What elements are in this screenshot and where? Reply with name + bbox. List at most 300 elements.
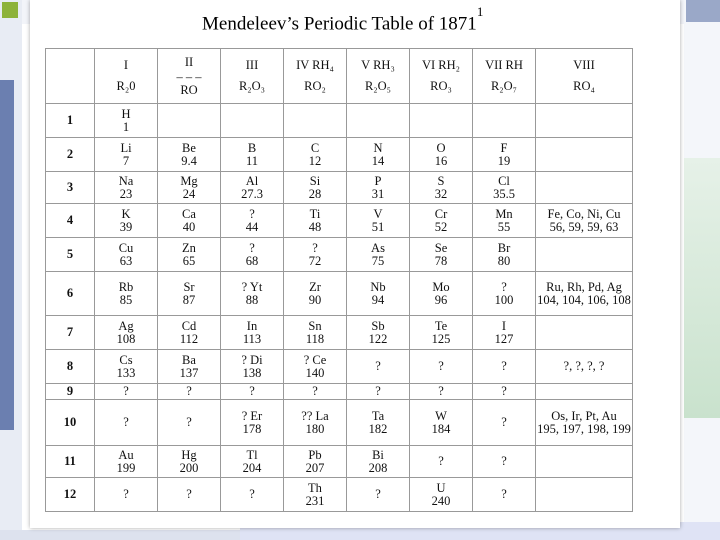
element-symbol: Ti <box>309 206 321 221</box>
group-header-6 <box>410 49 473 104</box>
element-symbol: ? <box>501 384 507 398</box>
atomic-weight: 56, 59, 59, 63 <box>549 219 619 234</box>
element-cell <box>473 138 536 172</box>
element-symbol: ? <box>186 487 192 501</box>
element-symbol: ? <box>249 206 255 221</box>
element-cell <box>473 272 536 316</box>
element-cell <box>284 350 347 384</box>
group-header-4 <box>284 49 347 104</box>
element-symbol: Cd <box>181 318 197 333</box>
element-cell <box>536 478 633 512</box>
element-symbol: Cl <box>498 173 510 188</box>
atomic-weight: 94 <box>371 292 385 307</box>
atomic-weight: 12 <box>308 153 322 168</box>
element-symbol: Na <box>118 173 134 188</box>
slide-bottom-left-band <box>0 530 240 540</box>
atomic-weight: 113 <box>242 331 262 346</box>
group-oxide-formula: RO₃ <box>430 79 452 93</box>
atomic-weight: 112 <box>179 331 199 346</box>
element-symbol: B <box>247 140 257 155</box>
slide-left-bar <box>0 80 14 430</box>
element-symbol: Tl <box>246 447 258 462</box>
atomic-weight: 9.4 <box>181 153 197 168</box>
element-cell <box>284 400 347 446</box>
element-cell <box>410 172 473 204</box>
element-cell <box>347 316 410 350</box>
group-oxide-formula: RO₂ <box>304 79 326 93</box>
element-cell <box>473 172 536 204</box>
element-cell <box>410 104 473 138</box>
element-symbol: V <box>373 206 383 221</box>
element-cell <box>473 446 536 478</box>
element-cell <box>347 400 410 446</box>
element-cell <box>158 478 221 512</box>
atomic-weight: 27.3 <box>241 186 263 201</box>
group-name: VII RH <box>485 58 523 72</box>
element-symbol: ? Yt <box>241 279 263 294</box>
element-cell <box>473 204 536 238</box>
element-cell <box>221 350 284 384</box>
table-row <box>46 272 633 316</box>
element-symbol: P <box>374 173 382 188</box>
atomic-weight: 35.5 <box>493 186 515 201</box>
row-number: 12 <box>46 478 95 512</box>
atomic-weight: 178 <box>242 421 262 436</box>
atomic-weight: 180 <box>305 421 325 436</box>
element-symbol: In <box>246 318 258 333</box>
atomic-weight: 122 <box>368 331 388 346</box>
element-cell <box>536 204 633 238</box>
title-footnote: 1 <box>476 4 484 19</box>
element-cell <box>158 104 221 138</box>
element-symbol: ? <box>501 454 507 468</box>
element-cell <box>347 104 410 138</box>
element-cell <box>410 400 473 446</box>
element-symbol: F <box>500 140 508 155</box>
element-cell <box>284 384 347 400</box>
atomic-weight: 65 <box>182 253 196 268</box>
group-oxide-formula: RO <box>180 82 198 97</box>
element-symbol: ? <box>312 240 318 255</box>
atomic-weight: 40 <box>182 219 196 234</box>
atomic-weight: 184 <box>431 421 451 436</box>
element-cell <box>95 238 158 272</box>
element-cell <box>158 238 221 272</box>
element-cell <box>158 272 221 316</box>
element-cell <box>347 172 410 204</box>
element-symbol: Th <box>308 480 322 495</box>
element-symbol: Rb <box>118 279 134 294</box>
element-cell <box>221 384 284 400</box>
element-cell <box>95 104 158 138</box>
group-name: IV RH₄ <box>296 58 334 72</box>
atomic-weight: 207 <box>305 460 325 475</box>
element-cell <box>158 316 221 350</box>
element-symbol: Sr <box>183 279 195 294</box>
row-number: 7 <box>46 316 95 350</box>
element-cell <box>347 478 410 512</box>
group-name: VIII <box>573 58 595 72</box>
atomic-weight: 125 <box>431 331 451 346</box>
atomic-weight: 118 <box>305 331 325 346</box>
element-cell <box>221 400 284 446</box>
element-symbol: H <box>121 106 131 121</box>
atomic-weight: 200 <box>179 460 199 475</box>
element-cell <box>95 204 158 238</box>
element-symbol: ? <box>249 384 255 398</box>
element-cell <box>284 316 347 350</box>
table-row <box>46 238 633 272</box>
element-symbol: ? <box>123 384 129 398</box>
slide-corner-square <box>2 2 18 18</box>
element-cell <box>536 400 633 446</box>
element-symbol: Se <box>434 240 448 255</box>
element-cell <box>158 204 221 238</box>
element-cell <box>221 316 284 350</box>
table-row <box>46 400 633 446</box>
element-symbol: ? <box>438 359 444 373</box>
element-symbol: U <box>436 480 446 495</box>
atomic-weight: 208 <box>368 460 388 475</box>
element-cell <box>536 316 633 350</box>
group-name: V RH₃ <box>361 58 395 72</box>
element-cell <box>473 384 536 400</box>
element-symbol: ? Di <box>241 352 263 367</box>
group-header-8 <box>536 49 633 104</box>
element-symbol: Ba <box>182 352 196 367</box>
element-cell <box>95 384 158 400</box>
element-symbol: ? <box>123 415 129 429</box>
element-symbol: K <box>121 206 131 221</box>
table-row <box>46 204 633 238</box>
element-symbol: As <box>371 240 385 255</box>
table-row <box>46 316 633 350</box>
table-row <box>46 478 633 512</box>
element-cell <box>221 478 284 512</box>
periodic-table-image <box>30 0 680 528</box>
element-symbol: ? <box>249 487 255 501</box>
atomic-weight: 138 <box>242 365 262 380</box>
element-cell <box>410 350 473 384</box>
element-symbol: ? <box>312 384 318 398</box>
element-symbol: Be <box>182 140 196 155</box>
atomic-weight: 133 <box>116 365 136 380</box>
atomic-weight: 88 <box>245 292 259 307</box>
atomic-weight: 28 <box>308 186 322 201</box>
element-cell <box>221 138 284 172</box>
group-oxide-formula: RO₄ <box>573 79 595 93</box>
atomic-weight: 96 <box>434 292 448 307</box>
element-cell <box>347 446 410 478</box>
atomic-weight: 32 <box>434 186 448 201</box>
element-symbol: ? <box>438 454 444 468</box>
group-oxide-formula: R₂0 <box>116 79 136 93</box>
row-number: 2 <box>46 138 95 172</box>
element-cell <box>221 204 284 238</box>
element-symbol: ? <box>186 384 192 398</box>
element-symbol: Ru, Rh, Pd, Ag <box>546 279 622 294</box>
group-header-2 <box>158 49 221 104</box>
element-cell <box>347 238 410 272</box>
atomic-weight: 80 <box>497 253 511 268</box>
table-row <box>46 350 633 384</box>
atomic-weight: 14 <box>371 153 385 168</box>
element-cell <box>284 204 347 238</box>
element-symbol: Cu <box>118 240 134 255</box>
element-symbol: Ca <box>182 206 196 221</box>
table-row <box>46 104 633 138</box>
element-cell <box>347 350 410 384</box>
atomic-weight: 127 <box>494 331 514 346</box>
group-header-7 <box>473 49 536 104</box>
element-symbol: O <box>436 140 446 155</box>
element-cell <box>284 138 347 172</box>
table-row <box>46 138 633 172</box>
element-cell <box>473 478 536 512</box>
element-cell <box>95 350 158 384</box>
atomic-weight: 75 <box>371 253 385 268</box>
element-symbol: ? <box>375 384 381 398</box>
group-header-row <box>46 49 633 104</box>
atomic-weight: 90 <box>308 292 322 307</box>
element-cell <box>410 384 473 400</box>
element-cell <box>158 138 221 172</box>
element-symbol: Te <box>434 318 448 333</box>
row-number: 3 <box>46 172 95 204</box>
group-oxide-formula: R₂O₅ <box>364 79 392 93</box>
element-symbol: ? Er <box>241 408 263 423</box>
group-name: II <box>184 54 194 69</box>
atomic-weight: 55 <box>497 219 511 234</box>
element-symbol: Al <box>245 173 259 188</box>
element-symbol: ? Ce <box>303 352 327 367</box>
element-symbol: ? <box>375 487 381 501</box>
element-cell <box>221 238 284 272</box>
atomic-weight: 87 <box>182 292 196 307</box>
title-text: Mendeleev’s Periodic Table of 1871 <box>202 13 477 35</box>
element-cell <box>284 172 347 204</box>
element-cell <box>536 350 633 384</box>
element-cell <box>95 478 158 512</box>
element-cell <box>221 172 284 204</box>
atomic-weight: 140 <box>305 365 325 380</box>
element-cell <box>410 316 473 350</box>
element-symbol: Ag <box>118 318 134 333</box>
atomic-weight: 85 <box>119 292 133 307</box>
element-symbol: Li <box>120 140 132 155</box>
atomic-weight: 108 <box>116 331 136 346</box>
element-symbol: ? <box>501 415 507 429</box>
atomic-weight: 204 <box>242 460 262 475</box>
element-symbol: Bi <box>372 447 384 462</box>
element-symbol: Fe, Co, Ni, Cu <box>547 206 621 221</box>
element-cell <box>410 238 473 272</box>
table-row <box>46 172 633 204</box>
element-cell <box>536 104 633 138</box>
atomic-weight: 51 <box>371 219 385 234</box>
atomic-weight: 52 <box>434 219 448 234</box>
element-cell <box>410 446 473 478</box>
element-cell <box>473 104 536 138</box>
table-row <box>46 446 633 478</box>
atomic-weight: 31 <box>371 186 385 201</box>
row-number: 6 <box>46 272 95 316</box>
atomic-weight: 44 <box>245 219 259 234</box>
element-symbol: Cs <box>119 352 133 367</box>
table-row <box>46 384 633 400</box>
element-cell <box>95 400 158 446</box>
element-symbol: Mg <box>180 173 198 188</box>
element-cell <box>221 272 284 316</box>
row-number: 1 <box>46 104 95 138</box>
element-symbol: Os, Ir, Pt, Au <box>551 408 617 423</box>
atomic-weight: 72 <box>308 253 322 268</box>
group-header-1 <box>95 49 158 104</box>
periodic-table <box>45 48 633 512</box>
element-symbol: C <box>310 140 320 155</box>
row-number: 11 <box>46 446 95 478</box>
element-symbol: N <box>373 140 383 155</box>
element-symbol: Sn <box>308 318 322 333</box>
element-symbol: ?, ?, ?, ? <box>563 359 605 373</box>
slide-right-green-panel <box>684 158 720 418</box>
atomic-weight: 199 <box>116 460 136 475</box>
element-symbol: Pb <box>308 447 322 462</box>
element-symbol: ? <box>501 487 507 501</box>
element-cell <box>95 272 158 316</box>
element-symbol: ? <box>186 415 192 429</box>
group-name: VI RH₂ <box>421 58 461 72</box>
element-cell <box>410 272 473 316</box>
element-cell <box>410 138 473 172</box>
atomic-weight: 11 <box>245 153 259 168</box>
element-cell <box>536 384 633 400</box>
atomic-weight: 195, 197, 198, 199 <box>537 421 631 436</box>
atomic-weight: 1 <box>122 119 130 134</box>
element-symbol: Zr <box>309 279 321 294</box>
atomic-weight: 68 <box>245 253 259 268</box>
element-cell <box>536 172 633 204</box>
element-cell <box>473 400 536 446</box>
element-symbol: W <box>435 408 447 423</box>
group-oxide-formula: R₂O₃ <box>238 79 266 93</box>
element-symbol: ? <box>501 279 507 294</box>
element-cell <box>95 138 158 172</box>
element-cell <box>284 238 347 272</box>
element-cell <box>95 316 158 350</box>
row-number: 5 <box>46 238 95 272</box>
element-symbol: Mo <box>432 279 450 294</box>
atomic-weight: 240 <box>431 493 451 508</box>
row-number: 8 <box>46 350 95 384</box>
slide-right-top-block <box>686 0 720 22</box>
element-cell <box>347 204 410 238</box>
page-title <box>202 4 602 35</box>
element-symbol: Cr <box>434 206 448 221</box>
element-cell <box>347 272 410 316</box>
element-symbol: Si <box>309 173 321 188</box>
element-cell <box>473 350 536 384</box>
element-cell <box>158 384 221 400</box>
atomic-weight: 137 <box>179 365 199 380</box>
row-number: 9 <box>46 384 95 400</box>
group-oxide-formula: R₂O₇ <box>490 79 518 93</box>
element-cell <box>347 384 410 400</box>
element-cell <box>95 172 158 204</box>
element-symbol: Br <box>497 240 511 255</box>
group-name: III <box>245 58 259 72</box>
corner-cell <box>46 49 95 104</box>
element-cell <box>410 478 473 512</box>
element-symbol: I <box>501 318 507 333</box>
atomic-weight: 182 <box>368 421 388 436</box>
atomic-weight: 39 <box>119 219 133 234</box>
element-cell <box>284 272 347 316</box>
element-cell <box>95 446 158 478</box>
element-symbol: ? <box>501 359 507 373</box>
element-cell <box>410 204 473 238</box>
group-dashes: – – – <box>176 69 202 84</box>
element-symbol: Mn <box>495 206 513 221</box>
atomic-weight: 19 <box>497 153 511 168</box>
atomic-weight: 16 <box>434 153 448 168</box>
group-header-3 <box>221 49 284 104</box>
element-symbol: ? <box>123 487 129 501</box>
group-name: I <box>123 58 129 72</box>
atomic-weight: 78 <box>434 253 448 268</box>
element-cell <box>347 138 410 172</box>
element-cell <box>536 446 633 478</box>
atomic-weight: 23 <box>119 186 133 201</box>
atomic-weight: 104, 104, 106, 108 <box>537 292 631 307</box>
atomic-weight: 63 <box>119 253 133 268</box>
atomic-weight: 231 <box>305 493 325 508</box>
element-cell <box>158 446 221 478</box>
row-number: 10 <box>46 400 95 446</box>
group-header-5 <box>347 49 410 104</box>
element-symbol: ? <box>438 384 444 398</box>
element-symbol: Au <box>118 447 134 462</box>
element-symbol: Sb <box>371 318 385 333</box>
row-number: 4 <box>46 204 95 238</box>
element-cell <box>284 446 347 478</box>
element-cell <box>158 172 221 204</box>
element-cell <box>221 104 284 138</box>
atomic-weight: 100 <box>494 292 514 307</box>
element-cell <box>284 478 347 512</box>
element-cell <box>536 272 633 316</box>
element-symbol: ? <box>249 240 255 255</box>
element-cell <box>536 238 633 272</box>
element-symbol: ?? La <box>301 408 329 423</box>
element-cell <box>221 446 284 478</box>
element-symbol: Ta <box>371 408 385 423</box>
element-cell <box>158 400 221 446</box>
element-cell <box>473 316 536 350</box>
element-symbol: Zn <box>182 240 196 255</box>
element-symbol: Hg <box>181 447 197 462</box>
atomic-weight: 7 <box>122 153 130 168</box>
element-symbol: ? <box>375 359 381 373</box>
atomic-weight: 24 <box>182 186 196 201</box>
element-cell <box>158 350 221 384</box>
element-cell <box>536 138 633 172</box>
atomic-weight: 48 <box>308 219 322 234</box>
element-symbol: Nb <box>370 279 386 294</box>
element-cell <box>284 104 347 138</box>
table-body <box>46 104 633 512</box>
element-symbol: S <box>437 173 445 188</box>
